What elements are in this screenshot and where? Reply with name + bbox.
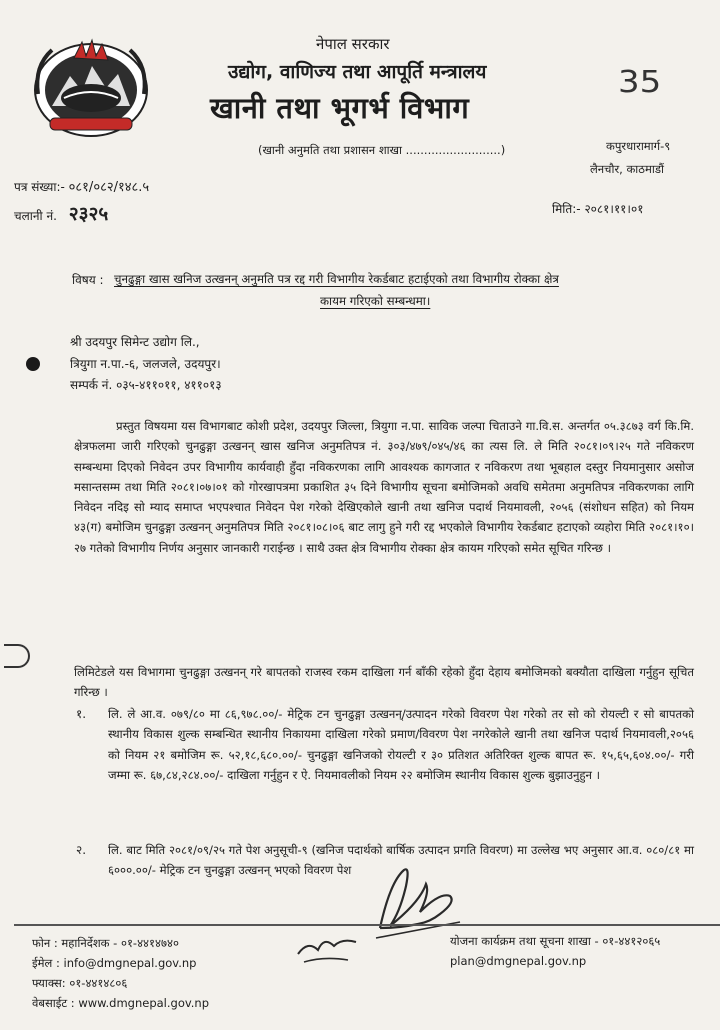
footer-email-value[interactable]: info@dmgnepal.gov.np bbox=[63, 956, 197, 970]
letter-date bbox=[552, 200, 643, 217]
footer-email bbox=[32, 956, 196, 971]
address-line-1: कपुरधारामार्ग-९ bbox=[606, 139, 671, 153]
letter-number-label: पत्र संख्या:- bbox=[14, 180, 65, 194]
address-line-2: लैनचौर, काठमाडौं bbox=[590, 162, 664, 176]
dispatch-number-value: २३२५ bbox=[68, 203, 109, 225]
subject-line-1: चुनढुङ्गा खास खनिज उत्खनन् अनुमति पत्र रद्द गरी विभागीय रेकर्डबाट हटाईएको तथा विभागीय रोक्का क्षेत्र bbox=[114, 272, 559, 286]
footer-website-value[interactable]: www.dmgnepal.gov.np bbox=[78, 996, 210, 1010]
letter-date-value: २०८१।११।०१ bbox=[584, 202, 644, 216]
letter-date-label: मिति:- bbox=[552, 202, 581, 216]
list-item-number: १. bbox=[76, 707, 87, 721]
body-paragraph-1-text: प्रस्तुत विषयमा यस विभागबाट कोशी प्रदेश, उदयपुर जिल्ला, त्रियुगा न.पा. साविक जल्पा चिताउने गा.वि.स. अन्तर्गत ०५.३८७३ वर्ग कि.मि. क्षेत्रफलमा जारी गरिएको चुनढुङ्गा उत्खनन् खास खनिज अनुमतिपत्र नं. ३०३/४७९/०४५/४६ का त्यस लि. ले मिति २०८१।०९।२५ गते नविकरण सम्बन्धमा दिएको निवेदन उपर विभागीय कार्यवाही हुँदा नविकरणका लागि आवश्यक कागजात र नविकरण तथा भूबहाल दस्तुर नियमानुसार असोज मसान्तसम्म तथा मिति २०८१।०७।०१ को गोरखापत्रमा प्रकाशित ३५ दिने विभागीय सूचना बमोजिमको अवधि समेतमा अनुमतिपत्र नविकरणका लागि निवेदन नदिइ सो म्याद समाप्त भएपश्चात निवेदन पेश गरेको देखिएकोले खानी तथा खनिज पदार्थ नियमावली, २०५६ (संशोधन सहित) को नियम ४३(ग) बमोजिम चुनढुङ्गा उत्खनन् अनुमतिपत्र मिति २०८१।०८।०६ बाट लागु हुने गरी रद्द भएकोले विभागीय रेकर्डबाट हटाएको व्यहोरा मिति २०८१।१०।२७ गतेको विभागीय निर्णय अनुसार जानकारी गराईन्छ । साथै उक्त क्षेत्र विभागीय रोक्का क्षेत्र कायम गरिएको समेत सूचित गरिन्छ । bbox=[74, 419, 694, 555]
dispatch-number-label: चलानी नं. bbox=[14, 209, 57, 223]
footer-planning-phone: योजना कार्यक्रम तथा सूचना शाखा - ०१-४४१२०६५ bbox=[450, 934, 661, 948]
initials bbox=[294, 926, 364, 970]
section-name: (खानी अनुमति तथा प्रशासन शाखा ..........................) bbox=[258, 143, 506, 157]
recipient-contact: सम्पर्क नं. ०३५-४११०११, ४११०१३ bbox=[70, 378, 222, 392]
binder-hole-mark bbox=[4, 644, 30, 668]
ministry-name: उद्योग, वाणिज्य तथा आपूर्ति मन्त्रालय bbox=[228, 61, 487, 83]
letter-number bbox=[14, 177, 149, 195]
list-item-number: २. bbox=[76, 843, 87, 857]
footer-divider bbox=[14, 924, 720, 926]
footer-fax-label: फ्याक्स: bbox=[32, 976, 66, 990]
recipient-address: त्रियुगा न.पा.-६, जलजले, उदयपुर। bbox=[70, 357, 221, 371]
footer-fax bbox=[32, 976, 127, 991]
list-item-text: लि. ले आ.व. ०७९/८० मा ८६,९७८.००/- मेट्रिक टन चुनढुङ्गा उत्खनन्/उत्पादन गरेको विवरण पेश गरेको तर सो को रोयल्टी र सो बापतको स्थानीय विकास शुल्क सम्बन्धित स्थानीय निकायमा दाखिला गरेको प्रमाण/विवरण पेश नगरेकोले खानी तथा खनिज पदार्थ नियमावली,२०५६ को नियम २१ बमोजिम रू. ५२,१८,६८०.००/- चुनढुङ्गा खनिजको रोयल्टी र ३० प्रतिशत अतिरिक्त शुल्क बापत रू. १५,६५,६०४.००/- गरी जम्मा रू. ६७,८४,२८४.००/- दाखिला गर्नुहुन र ऐ. नियमावलीको नियम २२ बमोजिम स्थानीय विकास शुल्क बुझाउनुहुन । bbox=[108, 707, 694, 782]
footer-phone-label: फोन : bbox=[32, 936, 58, 950]
footer-phone bbox=[32, 936, 179, 951]
footer-website bbox=[32, 996, 209, 1011]
footer-phone-value: महानिर्देशक - ०१-४४१४७४० bbox=[61, 936, 179, 950]
body-paragraph-2 bbox=[74, 662, 694, 703]
page-mark: 35 bbox=[618, 64, 662, 100]
subject-label: विषय : bbox=[72, 273, 104, 287]
list-item bbox=[76, 704, 694, 785]
dispatch-number bbox=[14, 200, 108, 226]
letter-number-value: ०८१/०८२/१४८.५ bbox=[68, 180, 150, 195]
body-paragraph-1 bbox=[74, 416, 694, 558]
recipient-name: श्री उदयपुर सिमेन्ट उद्योग लि., bbox=[70, 335, 200, 349]
list-item-text: लि. बाट मिति २०८१/०९/२५ गते पेश अनुसूची-९ (खनिज पदार्थको बार्षिक उत्पादन प्रगति विवरण) मा उल्लेख भए अनुसार आ.व. ०८०/८१ मा ६०००.००/- मेट्रिक टन चुनढुङ्गा उत्खनन् भएको विवरण पेश bbox=[108, 843, 694, 878]
government-name: नेपाल सरकार bbox=[316, 35, 390, 53]
body-paragraph-2-text: लिमिटेडले यस विभागमा चुनढुङ्गा उत्खनन् गरे बापतको राजस्व रकम दाखिला गर्न बाँकी रहेको हुँदा देहाय बमोजिमको बक्यौता दाखिला गर्नुहुन सूचित गरिन्छ । bbox=[74, 665, 694, 700]
department-name: खानी तथा भूगर्भ विभाग bbox=[210, 91, 470, 125]
footer-fax-value: ०१-४४१४८०६ bbox=[69, 976, 128, 990]
footer-website-label: वेबसाईट : bbox=[32, 996, 75, 1010]
footer-email-label: ईमेल : bbox=[32, 956, 60, 970]
signature bbox=[360, 862, 470, 944]
binder-hole bbox=[26, 357, 40, 371]
subject-line-2: कायम गरिएको सम्बन्धमा। bbox=[320, 294, 431, 308]
government-emblem bbox=[30, 36, 152, 140]
footer-planning-email[interactable]: plan@dmgnepal.gov.np bbox=[450, 954, 587, 968]
